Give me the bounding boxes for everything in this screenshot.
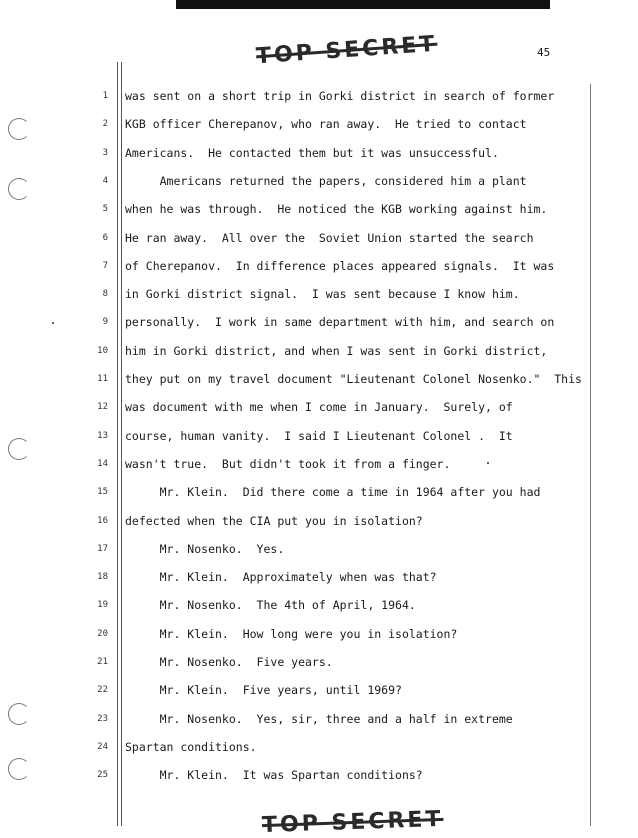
transcript-line: when he was through. He noticed the KGB working against him.: [125, 202, 548, 216]
line-number: 19: [97, 600, 108, 610]
line-number: 1: [102, 91, 108, 101]
line-number: 11: [97, 374, 108, 384]
line-number: 16: [97, 516, 108, 526]
transcript-line: they put on my travel document "Lieutenant Colonel Nosenko." This: [125, 372, 582, 386]
line-number: 8: [102, 289, 108, 299]
margin-rule: [117, 62, 118, 826]
line-number: 10: [97, 346, 108, 356]
transcript-line: Mr. Klein. It was Spartan conditions?: [125, 768, 423, 782]
punch-hole-mark: [8, 438, 30, 460]
transcript-line: Mr. Klein. Five years, until 1969?: [125, 683, 402, 697]
transcript-line: of Cherepanov. In difference places appeared signals. It was: [125, 259, 555, 273]
transcript-line: Mr. Klein. Did there come a time in 1964 after you had: [125, 485, 541, 499]
transcript-line: him in Gorki district, and when I was sent in Gorki district,: [125, 344, 548, 358]
transcript-line: He ran away. All over the Soviet Union started the search: [125, 231, 534, 245]
line-number: 3: [102, 148, 108, 158]
transcript-line: personally. I work in same department with him, and search on: [125, 315, 555, 329]
line-number: 24: [97, 742, 108, 752]
line-number: 15: [97, 487, 108, 497]
line-number: 9: [102, 317, 108, 327]
transcript-line: wasn't true. But didn't took it from a finger.: [125, 457, 451, 471]
speck: [52, 322, 54, 324]
line-number: 21: [97, 657, 108, 667]
line-number: 18: [97, 572, 108, 582]
transcript-line: was sent on a short trip in Gorki district in search of former: [125, 89, 555, 103]
page-number: 45: [537, 46, 551, 59]
transcript-line: in Gorki district signal. I was sent because I know him.: [125, 287, 520, 301]
line-number: 20: [97, 629, 108, 639]
transcript-line: Americans returned the papers, considered him a plant: [125, 174, 527, 188]
line-number: 23: [97, 714, 108, 724]
transcript-line: Spartan conditions.: [125, 740, 257, 754]
line-number: 25: [97, 770, 108, 780]
classification-stamp-bottom: TOP SECRET: [261, 806, 444, 838]
line-number: 7: [102, 261, 108, 271]
punch-hole-mark: [8, 703, 30, 725]
transcript-line: Americans. He contacted them but it was unsuccessful.: [125, 146, 499, 160]
transcript-line: Mr. Nosenko. Yes, sir, three and a half in extreme: [125, 712, 513, 726]
punch-hole-mark: [8, 178, 30, 200]
line-number: 6: [102, 233, 108, 243]
line-number: 2: [102, 119, 108, 129]
punch-hole-mark: [8, 758, 30, 780]
transcript-line: Mr. Klein. How long were you in isolation?: [125, 627, 458, 641]
line-number: 17: [97, 544, 108, 554]
line-number: 4: [102, 176, 108, 186]
line-number: 12: [97, 402, 108, 412]
line-number: 22: [97, 685, 108, 695]
transcript-line: course, human vanity. I said I Lieutenant Colonel . It: [125, 429, 513, 443]
transcript-line: was document with me when I come in January. Surely, of: [125, 400, 513, 414]
classification-stamp-top: TOP SECRET: [255, 31, 439, 70]
transcript-line: Mr. Nosenko. Yes.: [125, 542, 285, 556]
right-margin-rule: [590, 84, 591, 826]
line-number: 13: [97, 431, 108, 441]
punch-hole-mark: [8, 118, 30, 140]
transcript-line: Mr. Nosenko. The 4th of April, 1964.: [125, 598, 416, 612]
line-number: 5: [102, 204, 108, 214]
line-number: 14: [97, 459, 108, 469]
transcript-line: Mr. Nosenko. Five years.: [125, 655, 333, 669]
redaction-bar: [176, 0, 550, 9]
speck: [487, 462, 489, 464]
transcript-line: KGB officer Cherepanov, who ran away. He tried to contact: [125, 117, 527, 131]
transcript-line: defected when the CIA put you in isolation?: [125, 514, 423, 528]
margin-rule: [121, 62, 122, 826]
transcript-line: Mr. Klein. Approximately when was that?: [125, 570, 437, 584]
